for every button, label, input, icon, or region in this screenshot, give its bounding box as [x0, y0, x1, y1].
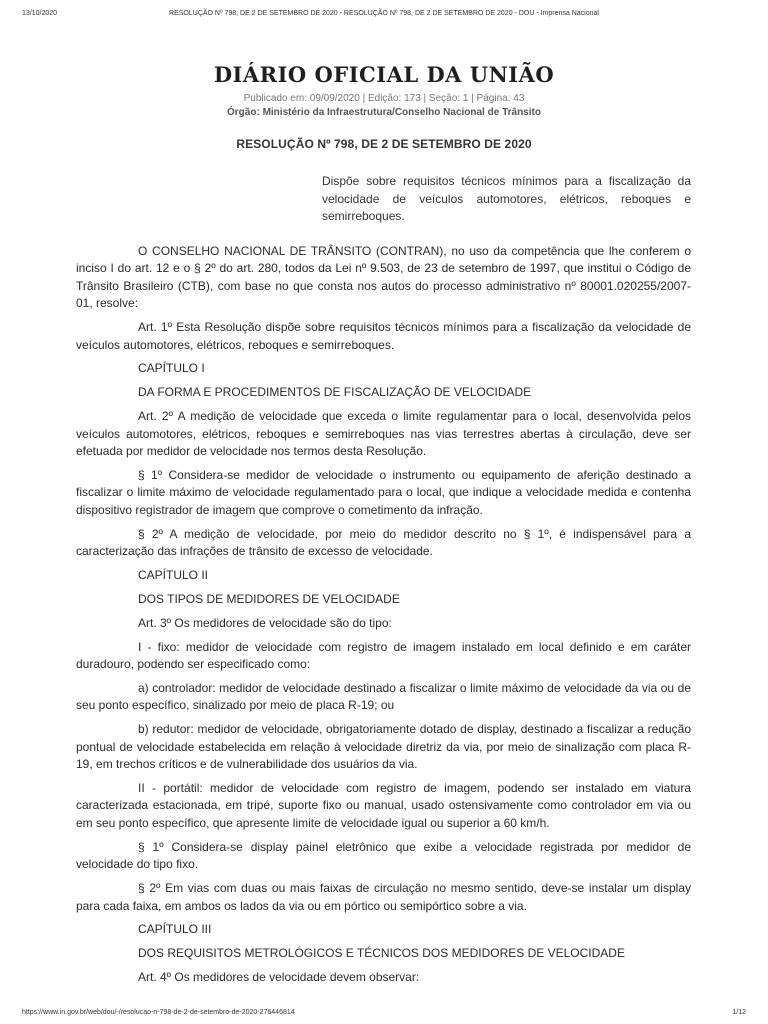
print-header [22, 10, 746, 17]
document-paragraph: Art. 3º Os medidores de velocidade são do tipo: [138, 615, 392, 630]
publication-meta: Publicado em: 09/09/2020 | Edição: 173 | Seção: 1 | Página: 43 [243, 93, 525, 104]
document-title: RESOLUÇÃO Nº 798, DE 2 DE SETEMBRO DE 2020 [236, 137, 532, 151]
document-paragraph: § 2º A medição de velocidade, por meio do medidor descrito no § 1º, é indispensável para a caracterização das infrações de trânsito de excesso de velocidade. [76, 526, 691, 559]
masthead [0, 62, 768, 118]
document-paragraph: DA FORMA E PROCEDIMENTOS DE FISCALIZAÇÃO DE VELOCIDADE [138, 385, 532, 400]
ementa: Dispõe sobre requisitos técnicos mínimos para a fiscalização da velocidade de veículos automotores, elétricos, reboques e semirreboques. [322, 174, 691, 224]
document-paragraph: DOS TIPOS DE MEDIDORES DE VELOCIDADE [138, 591, 400, 606]
document-paragraph: § 1º Considera-se display painel eletrônico que exibe a velocidade registrada por medidor de velocidade do tipo fixo. [76, 839, 691, 872]
document-paragraph: O CONSELHO NACIONAL DE TRÂNSITO (CONTRAN), no uso da competência que lhe conferem o inciso I do art. 12 e o § 2º do art. 280, todos da Lei nº 9.503, de 23 de setembro de 1997, que institui o Código de Trânsito Brasileiro (CTB), com base no que consta nos autos do processo administrativo nº 80001.020255/2007-01, resolve: [76, 244, 691, 311]
print-title: RESOLUÇÃO Nº 798, DE 2 DE SETEMBRO DE 2020 - RESOLUÇÃO Nº 798, DE 2 DE SETEMBRO DE 2020 - DOU - Imprensa Nacional [169, 10, 599, 17]
document-paragraph: Art. 2º A medição de velocidade que exceda o limite regulamentar para o local, desenvolvida pelos veículos automotores, elétricos, reboques e semirreboques nas vias terrestres abertas à circulação, deve ser efetuada por medidor de velocidade nos termos desta Resolução. [76, 409, 691, 459]
document-paragraph: Art. 1º Esta Resolução dispõe sobre requisitos técnicos mínimos para a fiscalização da velocidade de veículos automotores, elétricos, reboques e semirreboques. [76, 320, 691, 352]
document-paragraph: § 2º Em vias com duas ou mais faixas de circulação no mesmo sentido, deve-se instalar um display para cada faixa, em ambos os lados da via ou em pórtico ou semipórtico sobre a via. [76, 881, 691, 913]
print-date: 13/10/2020 [22, 10, 58, 17]
document-paragraph: b) redutor: medidor de velocidade, obrigatoriamente dotado de display, destinado a fiscalizar a redução pontual de velocidade estabelecida em relação à velocidade diretriz da via, por meio de sinalização com placa R-19, em trechos críticos e de vulnerabilidade dos usuários da via. [76, 722, 691, 772]
orgao-value: Ministério da Infraestrutura/Conselho Nacional de Trânsito [262, 107, 541, 118]
orgao-line [0, 107, 768, 118]
document-paragraph: § 1º Considera-se medidor de velocidade o instrumento ou equipamento de aferição destinado a fiscalizar o limite máximo de velocidade regulamentado para o local, que indique a velocidade medida e contenha dispositivo registrador de imagem que comprove o cometimento da infração. [76, 467, 691, 517]
orgao-label: Órgão: [227, 107, 260, 118]
newspaper-name: DIÁRIO OFICIAL DA UNIÃO [213, 62, 555, 87]
page-url[interactable]: https://www.in.gov.br/web/dou/-/resolucao-n-798-de-2-de-setembro-de-2020-276446814 [22, 1009, 295, 1016]
document-paragraph: a) controlador: medidor de velocidade destinado a fiscalizar o limite máximo de velocidade da via ou de seu ponto específico, sinalizado por meio de placa R-19; ou [76, 681, 691, 713]
document-paragraph: DOS REQUISITOS METROLÓGICOS E TÉCNICOS DOS MEDIDORES DE VELOCIDADE [138, 946, 625, 961]
document-paragraph: I - fixo: medidor de velocidade com registro de imagem instalado em local definido e em caráter duradouro, podendo ser especificado como: [76, 639, 691, 672]
print-footer [22, 1009, 746, 1016]
document-paragraph: CAPÍTULO III [138, 922, 212, 937]
document-paragraph: II - portátil: medidor de velocidade com registro de imagem, podendo ser instalado em viatura caracterizada estacionada, em tripé, suporte fixo ou manual, usado ostensivamente como controlador em via ou em seu ponto específico, que apresente limite de velocidade igual ou superior a 60 km/h. [76, 781, 691, 830]
document-paragraph: CAPÍTULO II [138, 568, 209, 582]
document-paragraph: CAPÍTULO I [138, 361, 205, 376]
page-number: 1/12 [732, 1009, 746, 1016]
document-paragraph: Art. 4º Os medidores de velocidade devem observar: [138, 970, 420, 985]
document-body [76, 243, 691, 993]
